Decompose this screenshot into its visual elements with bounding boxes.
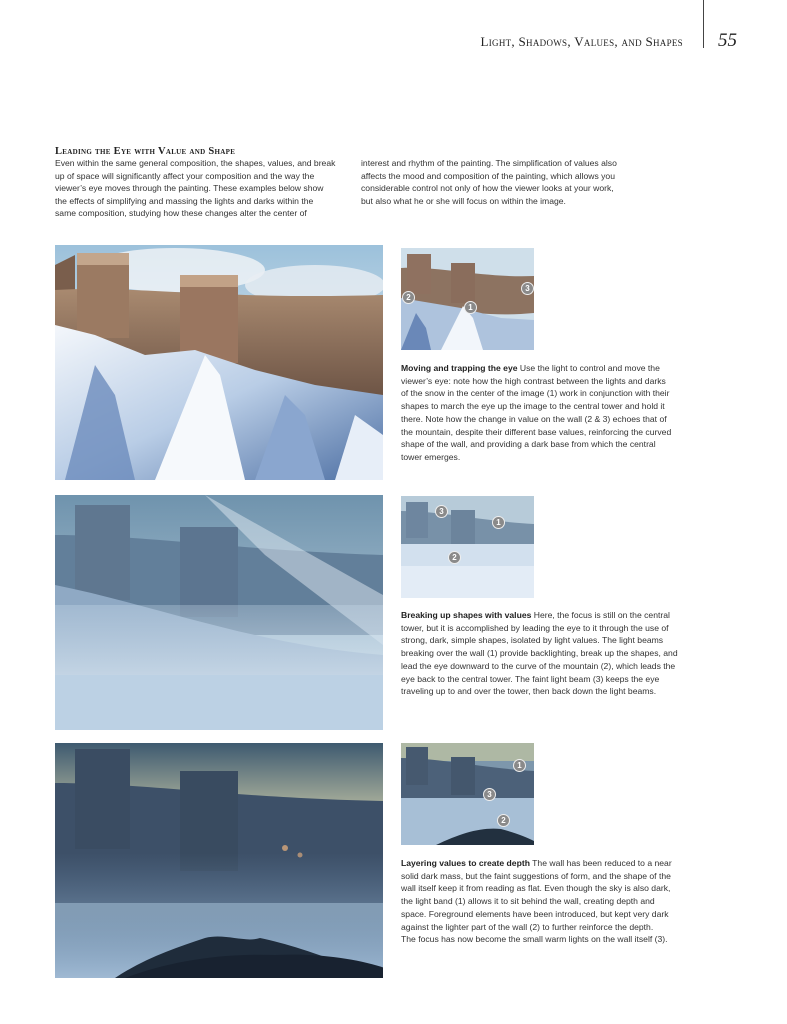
caption-line: space. Foreground elements have been introduced, but kept very dark: [401, 908, 669, 919]
caption-line: The wall has been reduced to a near: [529, 858, 672, 868]
caption-line: solid dark mass, but the faint suggestions of form, and the shape of the: [401, 870, 671, 881]
caption-line: eye back to the central tower. The faint light beam (3) keeps the eye: [401, 673, 660, 684]
thumbnail-misty-fortress: [401, 496, 534, 598]
caption-breaking-shapes: [401, 609, 686, 698]
running-head: Light, Shadows, Values, and Shapes: [480, 34, 683, 49]
painting-dark-fortress: [55, 743, 383, 978]
painting-misty-fortress: [55, 495, 383, 730]
caption-line: Use the light to control and move the: [517, 363, 660, 373]
caption-title: Moving and trapping the eye: [401, 363, 518, 373]
intro-line: affects the mood and composition of the painting, which allows you: [361, 170, 615, 181]
marker-1: 1: [492, 516, 505, 529]
intro-line: up of space will significantly affect your composition and the way the: [55, 170, 315, 181]
caption-line: The focus has now become the small warm lights on the wall itself (3).: [401, 934, 668, 945]
intro-line: the effects of simplifying and massing the lights and darks within the: [55, 195, 314, 206]
caption-line: lead the eye downward to the curve of the mountain (2), which leads the: [401, 660, 676, 671]
caption-title: Layering values to create depth: [401, 858, 530, 868]
caption-title: Breaking up shapes with values: [401, 610, 532, 620]
caption-line: tower emerges.: [401, 451, 461, 462]
page-number: 55: [718, 30, 737, 51]
intro-line: viewer’s eye moves through the painting. These examples below show: [55, 183, 324, 194]
section-title: Leading the Eye with Value and Shape: [55, 146, 236, 157]
intro-line: but also what he or she will focus on within the image.: [361, 195, 566, 206]
caption-layering-values: [401, 857, 686, 946]
painting-snow-fortress: [55, 245, 383, 480]
caption-line: strong, dark, simple shapes, isolated by light values. The light beams: [401, 635, 664, 646]
caption-line: of the snow in the center of the image (1) work in conjunction with their: [401, 388, 670, 399]
intro-line: same composition, studying how these changes alter the center of: [55, 208, 307, 219]
intro-line: interest and rhythm of the painting. The simplification of values also: [361, 158, 617, 168]
intro-text-right: [361, 157, 631, 207]
intro-line: Even within the same general composition, the shapes, values, and break: [55, 158, 336, 168]
marker-1: 1: [464, 301, 477, 314]
header-divider: [703, 0, 704, 48]
caption-line: there. Note how the change in value on the wall (2 & 3) echoes that of: [401, 413, 667, 424]
caption-line: viewer’s eye: note how the high contrast between the lights and darks: [401, 375, 666, 386]
caption-line: shape of the wall, and providing a dark base from which the central: [401, 439, 656, 450]
caption-line: against the lighter part of the wall (2) to further reinforce the depth.: [401, 921, 654, 932]
caption-line: wall itself keep it from reading as flat. Even though the sky is also dark,: [401, 883, 671, 894]
marker-2: 2: [448, 551, 461, 564]
caption-line: traveling up to and over the tower, then back down the light beams.: [401, 686, 657, 697]
thumbnail-snow-fortress: [401, 248, 534, 350]
caption-moving-trapping: [401, 362, 686, 464]
marker-3: 3: [521, 282, 534, 295]
caption-line: shapes to march the eye up the image to the central tower and hold it: [401, 401, 665, 412]
intro-text-left: [55, 157, 340, 220]
marker-3: 3: [435, 505, 448, 518]
marker-3: 3: [483, 788, 496, 801]
caption-line: Here, the focus is still on the central: [531, 610, 670, 620]
caption-line: the light band (1) allows it to sit behind the wall, creating depth and: [401, 896, 655, 907]
marker-2: 2: [402, 291, 415, 304]
caption-line: the mountain, despite their different base values, reinforcing the curved: [401, 426, 672, 437]
marker-2: 2: [497, 814, 510, 827]
caption-line: tower, but it is accomplished by leading the eye to it through the use of: [401, 622, 669, 633]
intro-line: considerable control not only of how the viewer looks at your work,: [361, 183, 614, 194]
marker-1: 1: [513, 759, 526, 772]
caption-line: breaking over the wall (1) provide backlighting, break up the shapes, and: [401, 648, 678, 659]
thumbnail-dark-fortress: [401, 743, 534, 845]
